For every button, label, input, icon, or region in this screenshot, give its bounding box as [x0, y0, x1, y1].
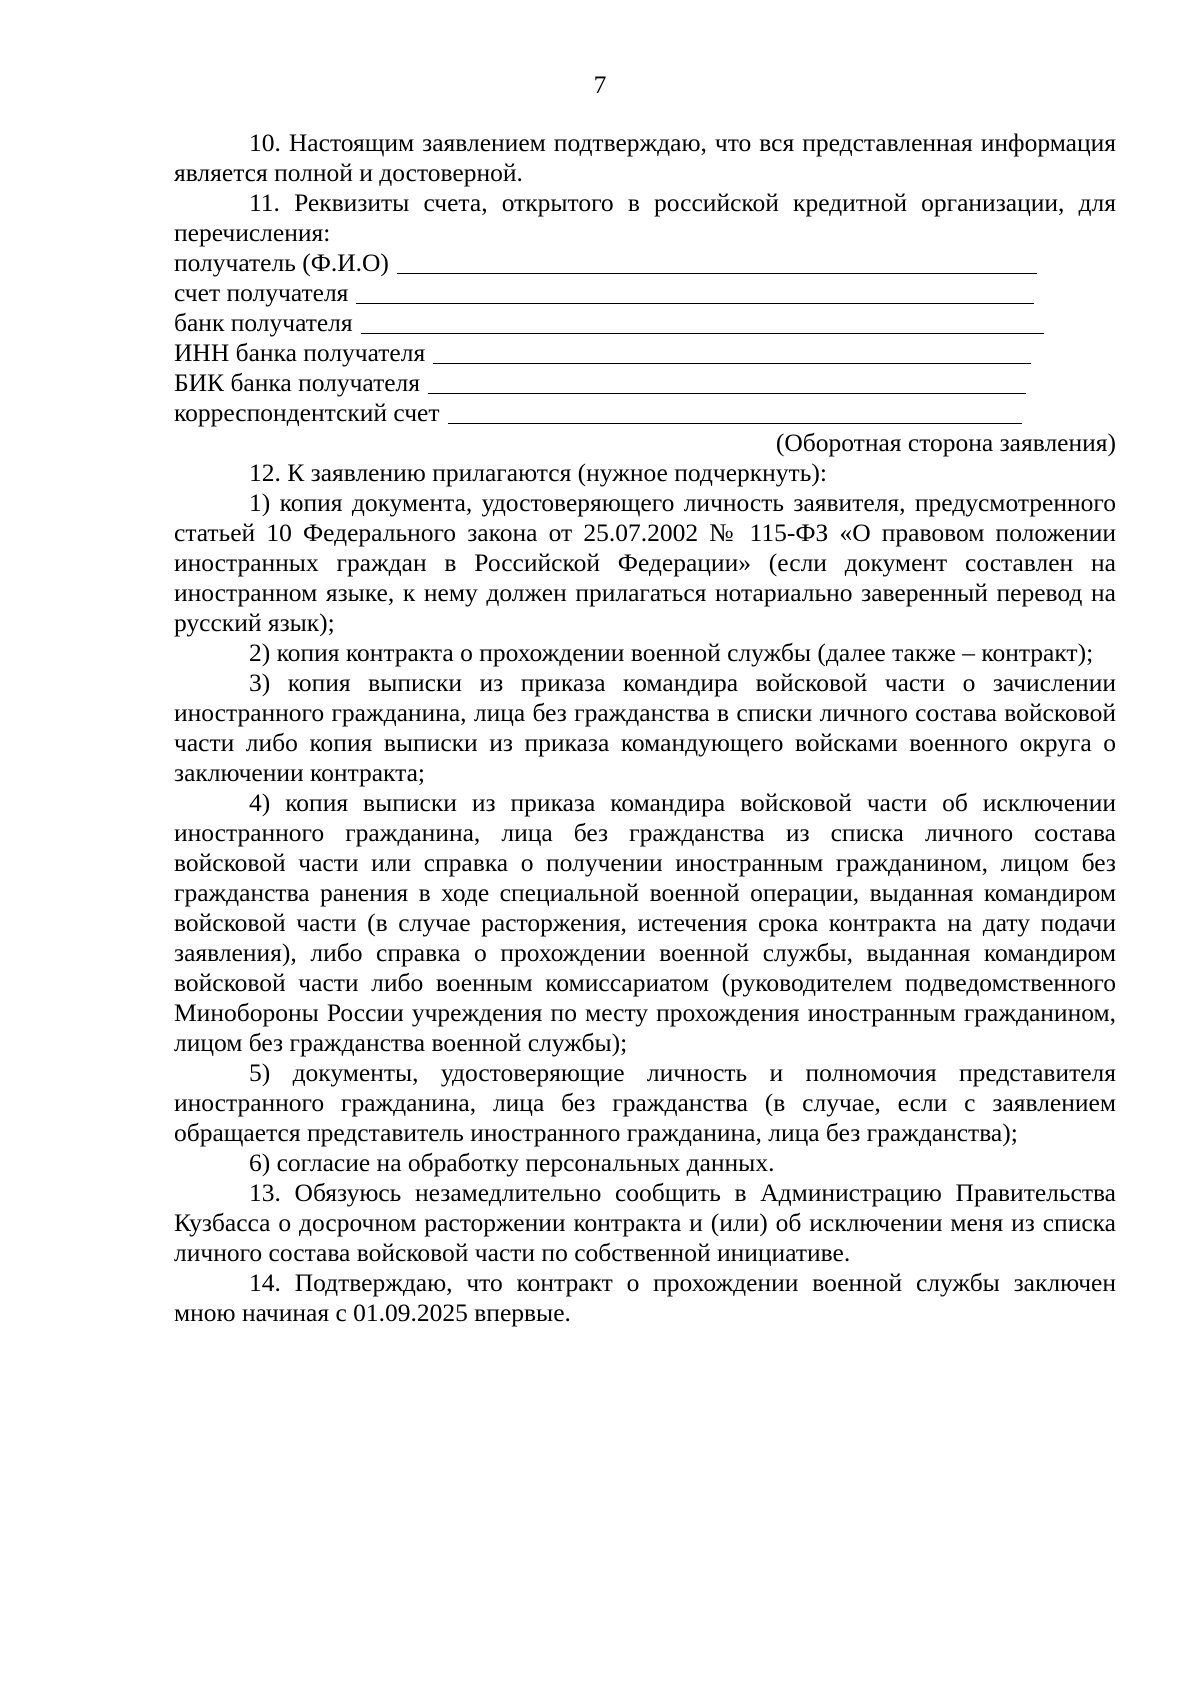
paragraph-11: 11. Реквизиты счета, открытого в российской кредитной организации, для перечисления:: [174, 188, 1116, 247]
field-label: счет получателя: [174, 278, 349, 307]
field-bank-inn: [174, 338, 1116, 368]
paragraph-12-3: 3) копия выписки из приказа командира войсковой части о зачислении иностранного гражданина, лица без гражданства в списки личного состава войсковой части либо копия выписки из приказа командующего войсками военного округа о заключении контракта;: [174, 668, 1116, 787]
paragraph-12-1: 1) копия документа, удостоверяющего личность заявителя, предусмотренного статьей 10 Федерального закона от 25.07.2002 № 115-ФЗ «О правовом положении иностранных граждан в Российской Федерации» (если документ составлен на иностранном языке, к нему должен прилагаться нотариально заверенный перевод на русский язык);: [174, 488, 1116, 637]
blank-line: [433, 363, 1031, 364]
paragraph-12-5: 5) документы, удостоверяющие личность и полномочия представителя иностранного гражданина, лица без гражданства (в случае, если с заявлением обращается представитель иностранного гражданина, лица без гражданства);: [174, 1058, 1116, 1147]
field-recipient-account: [174, 278, 1116, 308]
field-recipient-bank: [174, 308, 1116, 338]
field-label: БИК банка получателя: [174, 368, 421, 397]
blank-line: [361, 333, 1044, 334]
paragraph-12-2: 2) копия контракта о прохождении военной службы (далее также – контракт);: [249, 638, 1094, 667]
blank-line: [448, 423, 1022, 424]
blank-line: [397, 273, 1037, 274]
field-recipient-name: [174, 248, 1116, 278]
page-number: 7: [593, 70, 607, 99]
paragraph-10: 10. Настоящим заявлением подтверждаю, что вся представленная информация является полной и достоверной.: [174, 128, 1116, 187]
field-label: корреспондентский счет: [174, 398, 440, 427]
field-label: банк получателя: [174, 308, 353, 337]
paragraph-13: 13. Обязуюсь незамедлительно сообщить в Администрацию Правительства Кузбасса о досрочном расторжении контракта и (или) об исключении меня из списка личного состава войсковой части по собственной инициативе.: [174, 1178, 1116, 1267]
blank-line: [356, 303, 1034, 304]
field-correspondent-account: [174, 398, 1116, 428]
paragraph-12-6: 6) согласие на обработку персональных данных.: [249, 1148, 775, 1177]
field-bank-bik: [174, 368, 1116, 398]
field-label: ИНН банка получателя: [174, 338, 426, 367]
paragraph-12-4: 4) копия выписки из приказа командира войсковой части об исключении иностранного гражданина, лица без гражданства из списка личного состава войсковой части или справка о получении иностранным гражданином, лицом без гражданства ранения в ходе специальной военной операции, выданная командиром войсковой части (в случае расторжения, истечения срока контракта на дату подачи заявления), либо справка о прохождении военной службы, выданная командиром войсковой части либо военным комиссариатом (руководителем подведомственного Минобороны России учреждения по месту прохождения иностранным гражданином, лицом без гражданства военной службы);: [174, 788, 1116, 1057]
document-body: [174, 128, 1116, 1328]
reverse-side-note: (Оборотная сторона заявления): [775, 428, 1116, 457]
paragraph-12: 12. К заявлению прилагаются (нужное подчеркнуть):: [249, 458, 827, 487]
field-label: получатель (Ф.И.О): [174, 248, 389, 277]
blank-line: [428, 393, 1026, 394]
paragraph-14: 14. Подтверждаю, что контракт о прохождении военной службы заключен мною начиная с 01.09.2025 впервые.: [174, 1268, 1116, 1327]
